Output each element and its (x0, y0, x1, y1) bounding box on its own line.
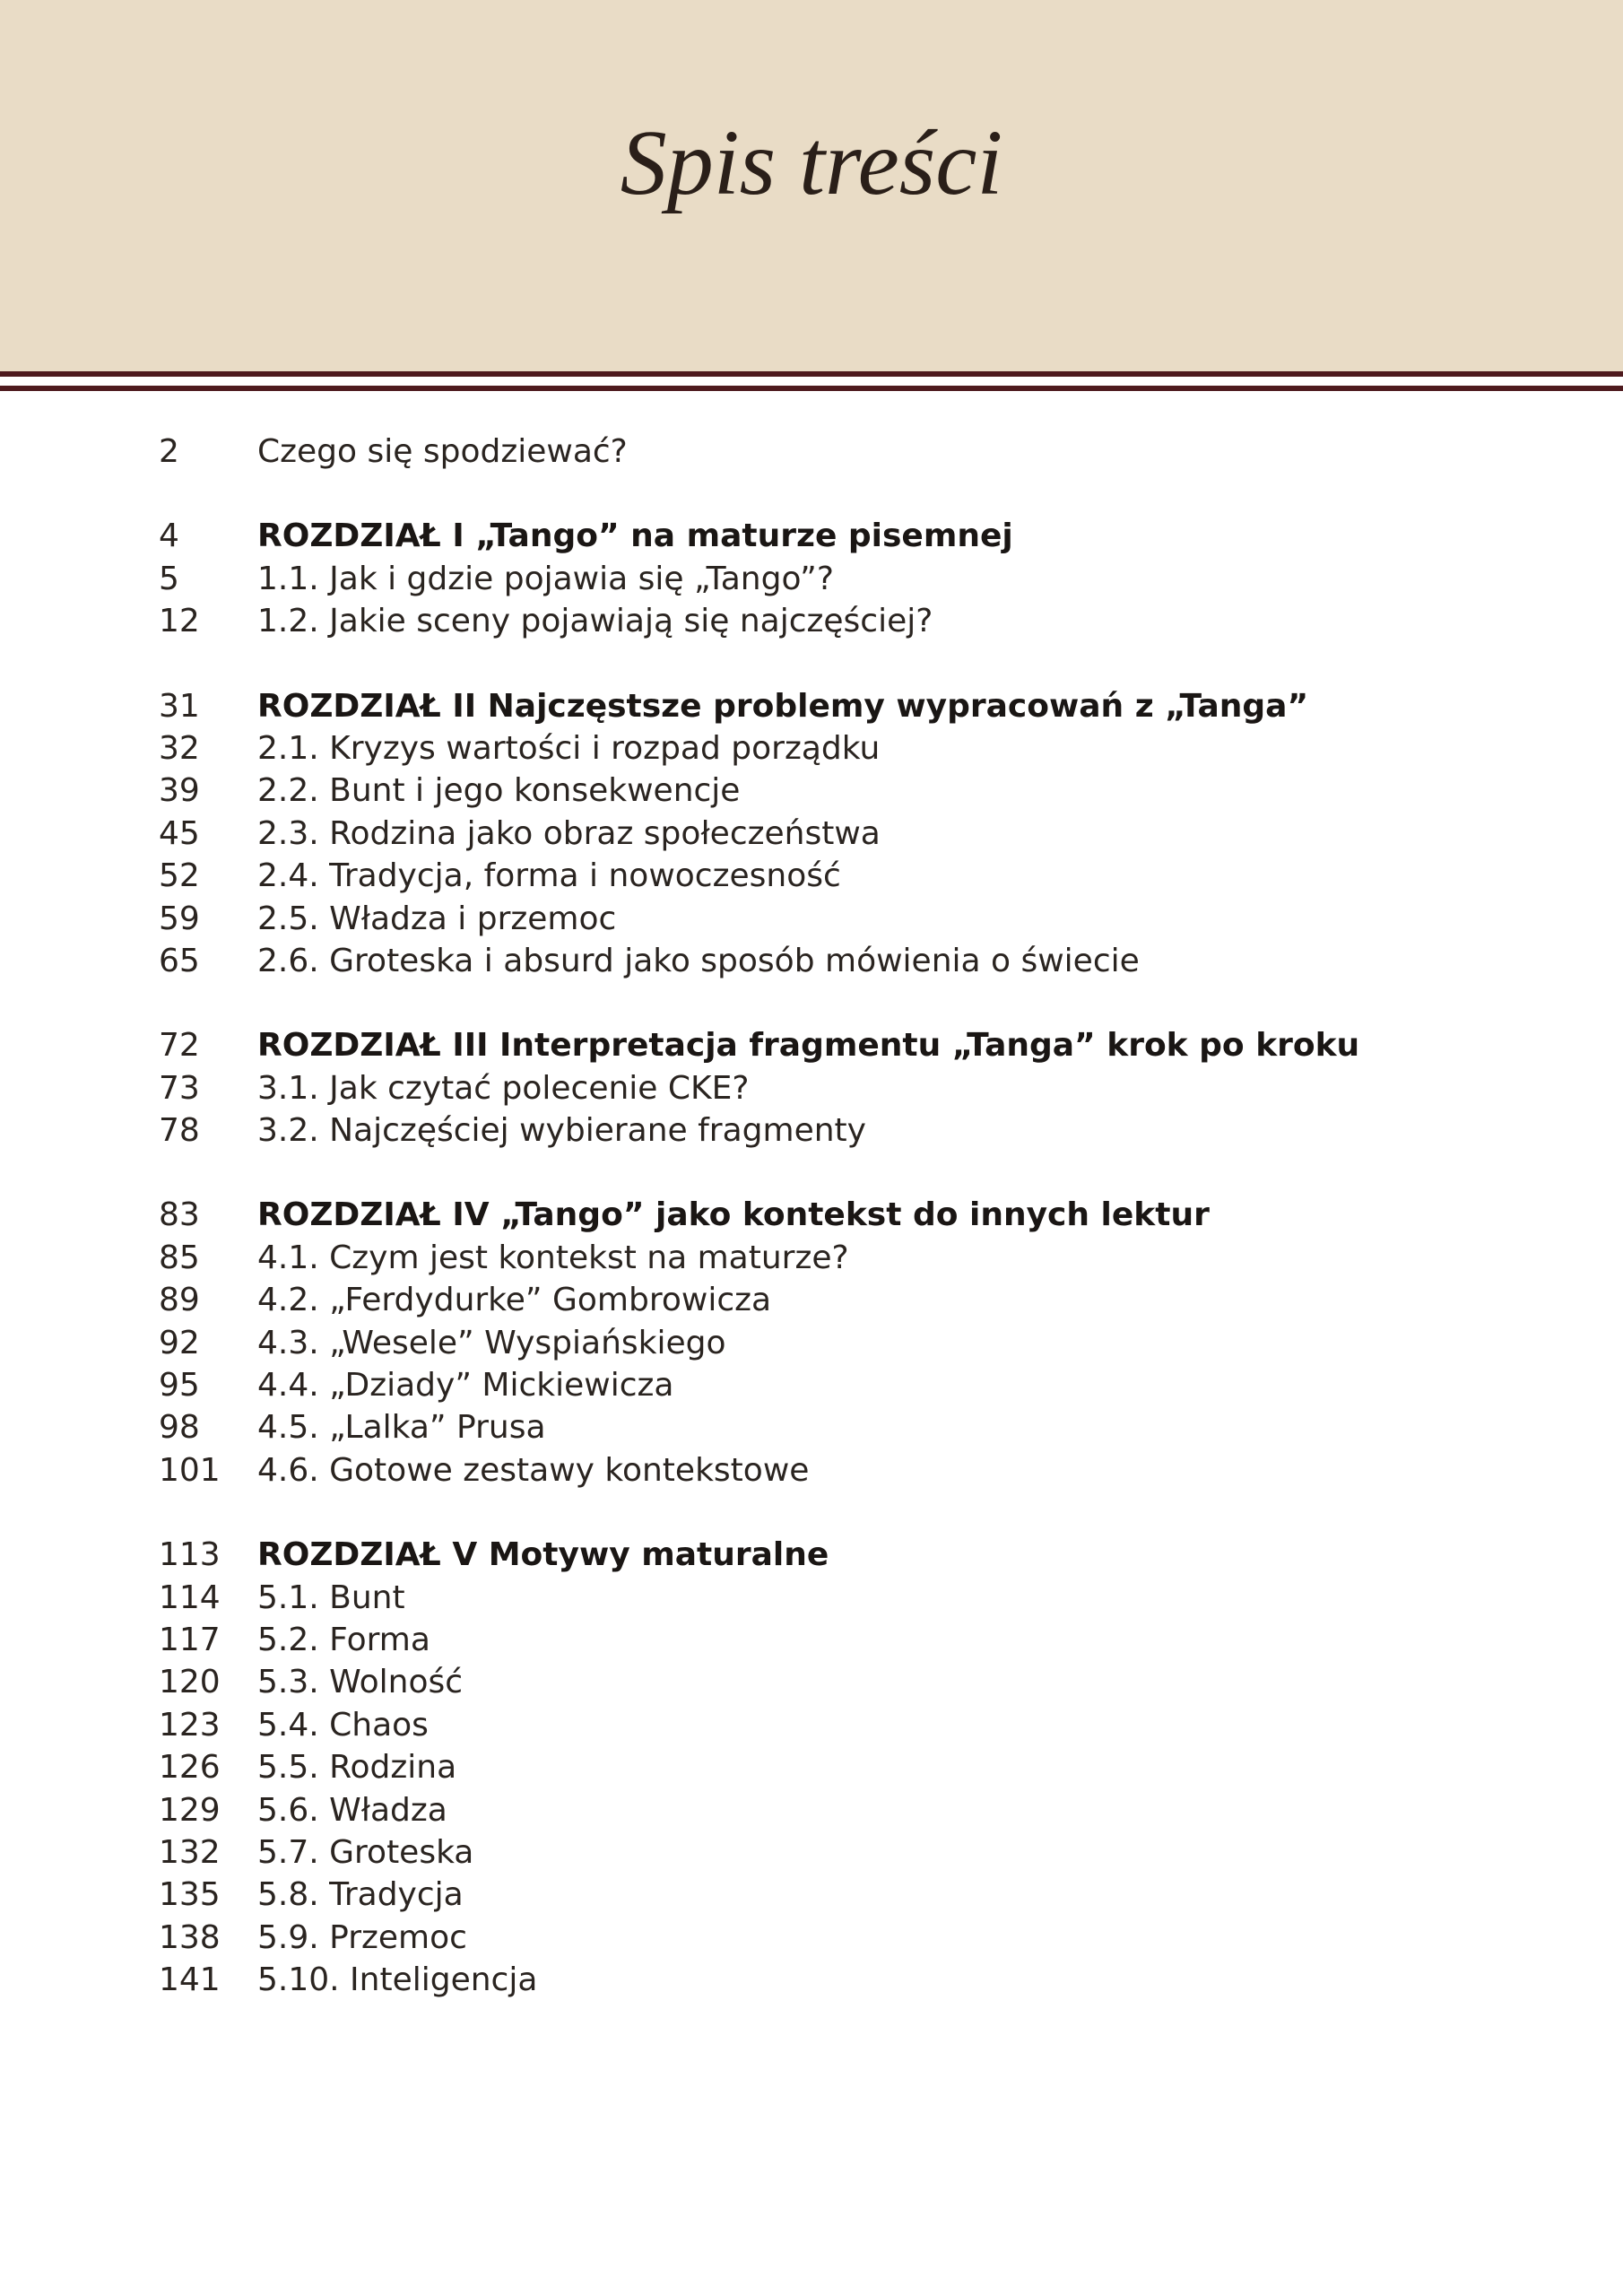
toc-entry-row[interactable] (0, 940, 1623, 982)
toc-entry-title: 1.1. Jak i gdzie pojawia się „Tango”? (257, 560, 834, 597)
toc-entry-title: 5.8. Tradycja (257, 1876, 464, 1914)
toc-entry-title: 5.6. Władza (257, 1791, 447, 1829)
toc-entry-title: 5.9. Przemoc (257, 1918, 467, 1956)
toc-page-number: 85 (159, 1239, 200, 1276)
toc-page-number: 132 (159, 1833, 221, 1871)
toc-page-number: 45 (159, 814, 200, 852)
toc-entry-title: 2.2. Bunt i jego konsekwencje (257, 772, 741, 810)
toc-entry-row[interactable] (0, 1619, 1623, 1661)
toc-entry-row[interactable] (0, 600, 1623, 642)
toc-page-number: 120 (159, 1664, 221, 1701)
toc-entry-row[interactable] (0, 1746, 1623, 1788)
toc-entry-row[interactable] (0, 1449, 1623, 1492)
toc-entry-row[interactable] (0, 898, 1623, 940)
toc-entry-row[interactable] (0, 1237, 1623, 1279)
toc-page-number: 126 (159, 1749, 221, 1787)
toc-section (0, 1024, 1623, 1152)
toc-page-number: 123 (159, 1706, 221, 1744)
table-of-contents (0, 430, 1623, 2044)
toc-page-number: 65 (159, 942, 200, 979)
toc-entry-title: 5.2. Forma (257, 1621, 430, 1658)
toc-page-number: 72 (159, 1027, 200, 1065)
toc-chapter-row[interactable] (0, 1194, 1623, 1236)
toc-section (0, 1534, 1623, 2001)
toc-page-number: 78 (159, 1112, 200, 1150)
toc-section (0, 1194, 1623, 1492)
toc-entry-row[interactable] (0, 1874, 1623, 1916)
header-divider-top (0, 371, 1623, 377)
toc-page-number: 5 (159, 560, 179, 597)
toc-chapter-title: ROZDZIAŁ II Najczęstsze problemy wypracowań z „Tanga” (257, 687, 1309, 725)
toc-page-number: 135 (159, 1876, 221, 1914)
toc-entry-row[interactable] (0, 1831, 1623, 1874)
toc-entry-title: 4.2. „Ferdydurke” Gombrowicza (257, 1282, 772, 1319)
toc-entry-row[interactable] (0, 1279, 1623, 1321)
page-title: Spis treści (620, 111, 1003, 214)
toc-page-number: 113 (159, 1536, 221, 1574)
toc-chapter-row[interactable] (0, 515, 1623, 557)
toc-page-number: 141 (159, 1961, 221, 1999)
toc-entry-row[interactable] (0, 1067, 1623, 1109)
toc-entry-title: 2.1. Kryzys wartości i rozpad porządku (257, 729, 881, 767)
toc-entry-title: 3.2. Najczęściej wybierane fragmenty (257, 1112, 866, 1150)
toc-page-number: 89 (159, 1282, 200, 1319)
toc-entry-row[interactable] (0, 430, 1623, 473)
toc-section (0, 515, 1623, 642)
toc-entry-title: Czego się spodziewać? (257, 433, 628, 470)
toc-entry-row[interactable] (0, 1661, 1623, 1703)
toc-entry-title: 5.7. Groteska (257, 1833, 474, 1871)
toc-chapter-row[interactable] (0, 1534, 1623, 1576)
toc-page-number: 117 (159, 1621, 221, 1658)
toc-page-number: 39 (159, 772, 200, 810)
toc-page-number: 59 (159, 900, 200, 937)
toc-entry-row[interactable] (0, 558, 1623, 600)
toc-entry-title: 4.3. „Wesele” Wyspiańskiego (257, 1324, 726, 1361)
toc-page-number: 2 (159, 433, 179, 470)
toc-entry-row[interactable] (0, 770, 1623, 812)
toc-entry-row[interactable] (0, 1322, 1623, 1364)
toc-chapter-title: ROZDZIAŁ III Interpretacja fragmentu „Tanga” krok po kroku (257, 1027, 1360, 1065)
toc-entry-row[interactable] (0, 1704, 1623, 1746)
toc-entry-row[interactable] (0, 1577, 1623, 1619)
toc-entry-title: 5.5. Rodzina (257, 1749, 457, 1787)
toc-entry-title: 2.6. Groteska i absurd jako sposób mówienia o świecie (257, 942, 1140, 979)
toc-entry-row[interactable] (0, 855, 1623, 897)
toc-entry-row[interactable] (0, 813, 1623, 855)
toc-page-number: 95 (159, 1367, 200, 1405)
toc-entry-row[interactable] (0, 1959, 1623, 2001)
toc-section (0, 685, 1623, 983)
toc-entry-row[interactable] (0, 1109, 1623, 1152)
toc-entry-title: 4.4. „Dziady” Mickiewicza (257, 1367, 674, 1405)
toc-entry-title: 3.1. Jak czytać polecenie CKE? (257, 1069, 750, 1107)
toc-chapter-title: ROZDZIAŁ I „Tango” na maturze pisemnej (257, 517, 1013, 555)
toc-entry-title: 2.4. Tradycja, forma i nowoczesność (257, 857, 841, 895)
toc-page-number: 101 (159, 1451, 221, 1489)
toc-chapter-title: ROZDZIAŁ IV „Tango” jako kontekst do innych lektur (257, 1196, 1210, 1234)
toc-section (0, 430, 1623, 473)
toc-entry-row[interactable] (0, 727, 1623, 770)
toc-page-number: 73 (159, 1069, 200, 1107)
toc-chapter-row[interactable] (0, 685, 1623, 727)
toc-chapter-title: ROZDZIAŁ V Motywy maturalne (257, 1536, 829, 1574)
toc-entry-title: 5.4. Chaos (257, 1706, 429, 1744)
toc-page-number: 92 (159, 1324, 200, 1361)
toc-page-number: 4 (159, 517, 179, 555)
toc-page-number: 98 (159, 1409, 200, 1447)
toc-entry-row[interactable] (0, 1917, 1623, 1959)
toc-entry-row[interactable] (0, 1406, 1623, 1448)
toc-entry-row[interactable] (0, 1789, 1623, 1831)
toc-entry-title: 1.2. Jakie sceny pojawiają się najczęściej? (257, 603, 933, 640)
toc-page-number: 12 (159, 603, 200, 640)
toc-entry-title: 5.3. Wolność (257, 1664, 464, 1701)
toc-page-number: 138 (159, 1918, 221, 1956)
toc-page-number: 83 (159, 1196, 200, 1234)
header-band (0, 0, 1623, 371)
toc-entry-title: 2.3. Rodzina jako obraz społeczeństwa (257, 814, 881, 852)
toc-page-number: 52 (159, 857, 200, 895)
toc-entry-row[interactable] (0, 1364, 1623, 1406)
toc-page-number: 31 (159, 687, 200, 725)
toc-entry-title: 5.1. Bunt (257, 1578, 405, 1616)
toc-entry-title: 5.10. Inteligencja (257, 1961, 538, 1999)
toc-entry-title: 4.1. Czym jest kontekst na maturze? (257, 1239, 849, 1276)
toc-entry-title: 4.6. Gotowe zestawy kontekstowe (257, 1451, 810, 1489)
toc-page-number: 32 (159, 729, 200, 767)
header-divider-bottom (0, 386, 1623, 391)
toc-page-number: 114 (159, 1578, 221, 1616)
toc-entry-title: 4.5. „Lalka” Prusa (257, 1409, 546, 1447)
toc-entry-title: 2.5. Władza i przemoc (257, 900, 617, 937)
toc-chapter-row[interactable] (0, 1024, 1623, 1066)
toc-page-number: 129 (159, 1791, 221, 1829)
